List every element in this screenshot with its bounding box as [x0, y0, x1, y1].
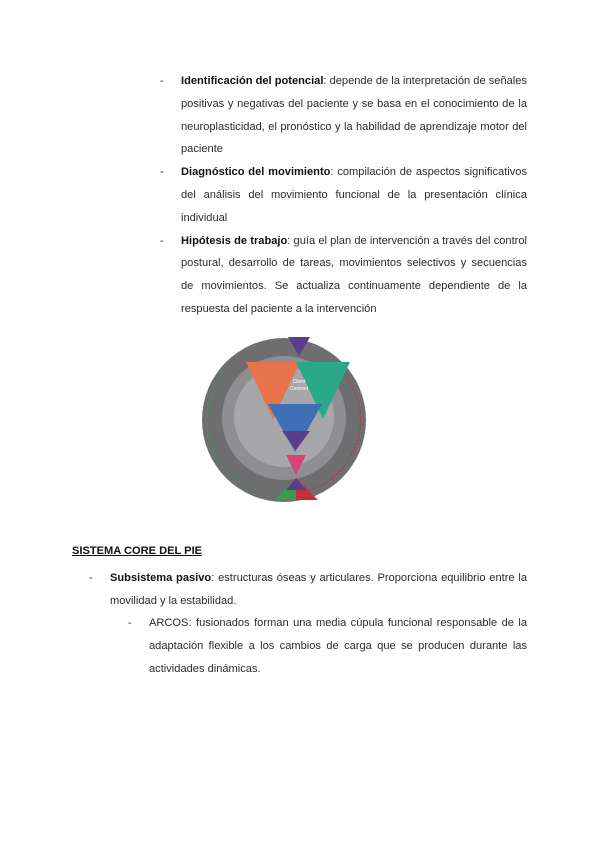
- bullet-text: ARCOS: fusionados forman una media cúpula funcional responsable de la adaptación flexible a los cambios de carga que se producen durante las actividades dinámicas.: [149, 617, 527, 675]
- bullet-dash: -: [89, 572, 93, 584]
- bullet-text: : compilación de aspectos significativos del análisis del movimiento funcional de la presentación clínica individual: [181, 166, 528, 224]
- bullet-term: Diagnóstico del movimiento: [181, 166, 331, 179]
- bullet-text: : depende de la interpretación de señales positivas y negativas del paciente y se basa en el conocimiento de la neuroplasticidad, el pronóstico y la habilidad de aprendizaje motor del paciente: [181, 75, 527, 156]
- bullet-term: Hipótesis de trabajo: [181, 234, 288, 247]
- clinical-reasoning-diagram: [200, 324, 368, 514]
- bullet-term: Identificación del potencial: [181, 75, 324, 87]
- bullet-arcos: [128, 612, 527, 680]
- bullet-term: Subsistema pasivo: [110, 572, 212, 584]
- sub-list: [128, 612, 527, 680]
- bullet-text: : estructuras óseas y articulares. Proporciona equilibrio entre la movilidad y la estabilidad.: [110, 572, 527, 607]
- bullet-text: : guía el plan de intervención a través del control postural, desarrollo de tareas, movimientos selectivos y secuencias de movimientos. Se actualiza continuamente dependiente de la respuesta del paciente a la intervención: [181, 234, 527, 315]
- bullet-dash: -: [160, 234, 164, 247]
- center-label-1: Client: [292, 379, 306, 385]
- core-list: [89, 567, 527, 613]
- bullet-dash: -: [160, 75, 164, 87]
- bullet-list: [160, 70, 527, 321]
- center-label-2: Centred: [290, 386, 308, 392]
- section-title: SISTEMA CORE DEL PIE: [72, 545, 203, 557]
- bullet-subsistema-pasivo: [89, 567, 527, 613]
- bullet-dash: -: [128, 617, 132, 629]
- bullet-diagnostico: [160, 161, 527, 229]
- bullet-dash: -: [160, 166, 164, 179]
- bullet-hipotesis: [160, 230, 527, 321]
- diagram-svg: [200, 324, 368, 514]
- bullet-identificacion: [160, 70, 527, 161]
